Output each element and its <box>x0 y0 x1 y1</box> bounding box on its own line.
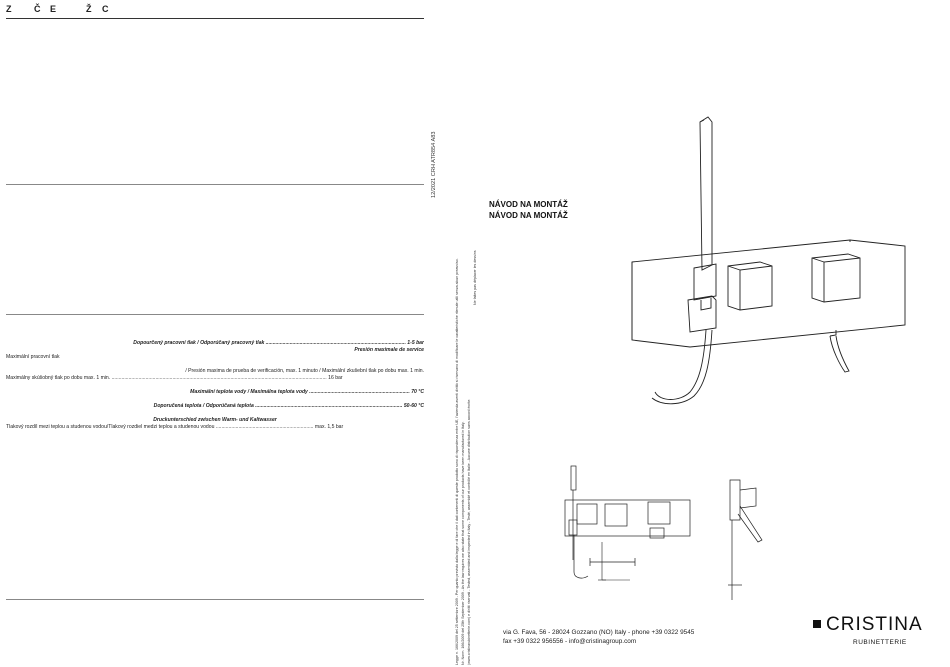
shower-hose <box>655 330 706 400</box>
company-contacts: fax +39 0322 956556 - info@cristinagroup.com <box>503 638 637 645</box>
language-glyph: E <box>50 4 57 14</box>
side-view-drawing <box>728 480 762 600</box>
installation-title: NÁVOD NA MONTÁŽ <box>489 200 568 209</box>
spec-row: Maximálny skúšobný tlak po dobu max. 1 min. ........................................................................................................................................................ 16 bar <box>6 375 343 381</box>
installation-title: NÁVOD NA MONTÁŽ <box>489 211 568 220</box>
brand-subtitle: RUBINETTERIE <box>853 639 907 646</box>
spec-row: / Presión maxima de prueba de verificación, max. 1 minuto / Maximální zkušební tlak po dobu max. 1 min. <box>185 368 424 374</box>
spec-row: Maximální pracovní tlak <box>6 354 60 360</box>
company-address: via G. Fava, 56 - 28024 Gozzano (NO) Italy - phone +39 0322 9545 <box>503 629 695 636</box>
dimension-lines <box>598 542 630 580</box>
document-code: 12/2021 CRH ATR854 A83 <box>431 131 437 198</box>
spec-row: Dopourčený pracovní tlak / Odporúčaný pracovný tlak ................................................................................................... 1-5 bar <box>133 340 424 346</box>
language-glyph: Č <box>34 4 41 14</box>
front-view-knob <box>605 504 627 526</box>
spec-row: Presión maximale de service <box>354 347 424 353</box>
spec-row: Druckunterschied zwischen Warm- und Kaltwasser <box>153 417 277 423</box>
front-view-drawing <box>565 466 690 578</box>
spec-row: Maximální teplota vody / Maximálna teplota vody ....................................................................... 70 °C <box>190 389 424 395</box>
brand-logo: CRISTINA <box>826 614 923 635</box>
legal-note: Ne faites pas déplacer les dessins <box>473 250 477 305</box>
legal-note: Nr. Norm. 166/2009 del 25th September 2009 - As the law requires we also state that some components of our products have been manufactured in Italy. <box>461 421 465 665</box>
spec-row: Tlakový rozdíl mezi teplou a studenou vodou/Tlakový rozdiel medzi teplou a studenou vodou ..................................................................... max. 1,5 bar <box>6 424 344 430</box>
legal-note: Legge n. 166/2009 del 25 settembre 2009 - Per quanto previsto dalla legge e di fare che il dati contenenti di queste prodotto sono di rispondenza entre UE, l'azienda aventi dirittò si riservano di modificare le caratteristiche ritenute utili senza alcun preavviso. <box>455 258 459 665</box>
spec-row: Doporučená teplota / Odporúčaná teplota ........................................................................................................ 50-60 °C <box>153 403 424 409</box>
bath-spout <box>830 336 849 372</box>
shower-holder <box>694 264 716 300</box>
legal-note: (www.cristinarubinetterie.com) e diritti riservati - Tested, assembled and inspected in Italy - Testé, assemblé et contrôlé en Italie - Aucune distribution sans accord écrite. <box>467 398 471 665</box>
wall-plate-perspective <box>632 117 905 404</box>
language-glyph: C <box>102 4 109 14</box>
diverter-handle <box>812 254 860 302</box>
logo-square-icon <box>813 620 821 628</box>
language-glyph: Z <box>6 4 12 14</box>
language-glyph: Ž <box>86 4 92 14</box>
